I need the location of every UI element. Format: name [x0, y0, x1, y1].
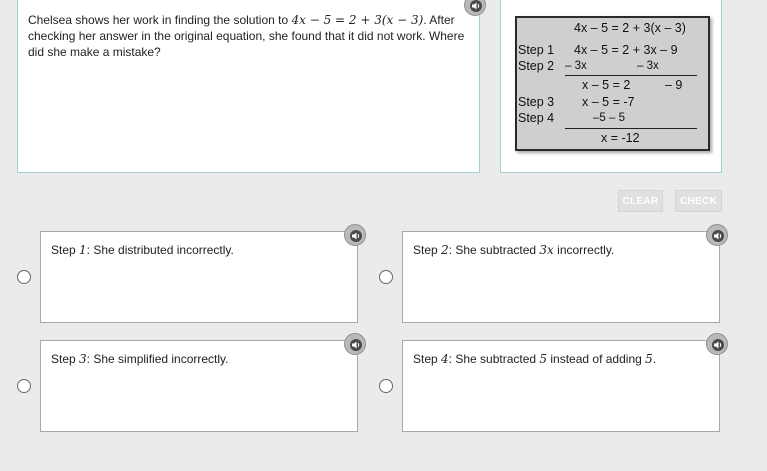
option-step-number: 3	[79, 352, 87, 366]
question-text-part: . After checking her answer in the original equation, she found that it did not work. Where did she make a mistake?	[28, 13, 465, 59]
check-button[interactable]: CHECK	[675, 190, 722, 212]
option-1-radio[interactable]	[17, 270, 31, 284]
final-answer: x = -12	[601, 131, 640, 145]
step2-right: – 3x	[637, 60, 659, 72]
speaker-icon	[713, 231, 723, 241]
question-text	[28, 12, 473, 60]
question-speaker-icon[interactable]	[464, 0, 486, 16]
step3-label: Step 3	[518, 95, 555, 109]
option-text-part: : She simplified incorrectly.	[86, 352, 229, 366]
option-text-part: : She subtracted	[448, 352, 540, 366]
work-steps-box	[515, 16, 710, 151]
option-3-speaker-icon[interactable]	[344, 333, 366, 355]
option-step-number: 2	[441, 243, 449, 257]
step2-left: – 3x	[565, 60, 587, 72]
option-step-word: Step	[51, 352, 76, 366]
question-text-part: Chelsea shows her work in finding the solution to	[28, 13, 292, 27]
step2-label: Step 2	[518, 59, 555, 73]
option-1-text	[51, 242, 234, 258]
option-math: 5	[539, 352, 548, 366]
option-3-text	[51, 351, 229, 367]
speaker-icon	[713, 340, 723, 350]
option-step-word: Step	[51, 243, 76, 257]
option-text-part: instead of adding	[547, 352, 646, 366]
option-2-card[interactable]	[402, 231, 720, 323]
option-text-part: .	[652, 352, 657, 366]
option-4-speaker-icon[interactable]	[706, 333, 728, 355]
option-1-speaker-icon[interactable]	[344, 224, 366, 246]
option-3-radio[interactable]	[17, 379, 31, 393]
option-text-part: : She distributed incorrectly.	[86, 243, 234, 257]
step2-rule	[565, 75, 697, 76]
option-step-word: Step	[413, 243, 438, 257]
option-step-number: 4	[441, 352, 449, 366]
speaker-icon	[351, 340, 361, 350]
option-math: 5	[645, 352, 653, 366]
option-3-card[interactable]	[40, 340, 358, 432]
step4-rule	[565, 128, 697, 129]
option-2-radio[interactable]	[379, 270, 393, 284]
option-4-card[interactable]	[402, 340, 720, 432]
option-1-card[interactable]	[40, 231, 358, 323]
step2-result-left: x – 5 = 2	[582, 78, 631, 92]
step1-label: Step 1	[518, 43, 555, 57]
option-2-speaker-icon[interactable]	[706, 224, 728, 246]
speaker-icon	[471, 1, 481, 11]
option-text-part: incorrectly.	[553, 243, 615, 257]
question-equation: 4x − 5 = 2 + 3(x − 3)	[291, 13, 424, 27]
clear-button[interactable]: CLEAR	[618, 190, 663, 212]
question-panel	[17, 0, 480, 173]
option-text-part: : She subtracted	[448, 243, 540, 257]
option-step-word: Step	[413, 352, 438, 366]
work-figure-panel	[500, 0, 722, 173]
step3-expression: x – 5 = -7	[582, 95, 635, 109]
option-step-number: 1	[79, 243, 87, 257]
option-math: 3x	[539, 243, 554, 257]
option-4-text	[413, 351, 656, 367]
option-2-text	[413, 242, 614, 258]
option-4-radio[interactable]	[379, 379, 393, 393]
step2-result-right: – 9	[665, 78, 683, 92]
work-header: 4x – 5 = 2 + 3(x – 3)	[574, 21, 686, 35]
step4-label: Step 4	[518, 111, 555, 125]
step1-expression: 4x – 5 = 2 + 3x – 9	[574, 43, 678, 57]
speaker-icon	[351, 231, 361, 241]
step4-expression: –5 – 5	[593, 112, 625, 124]
